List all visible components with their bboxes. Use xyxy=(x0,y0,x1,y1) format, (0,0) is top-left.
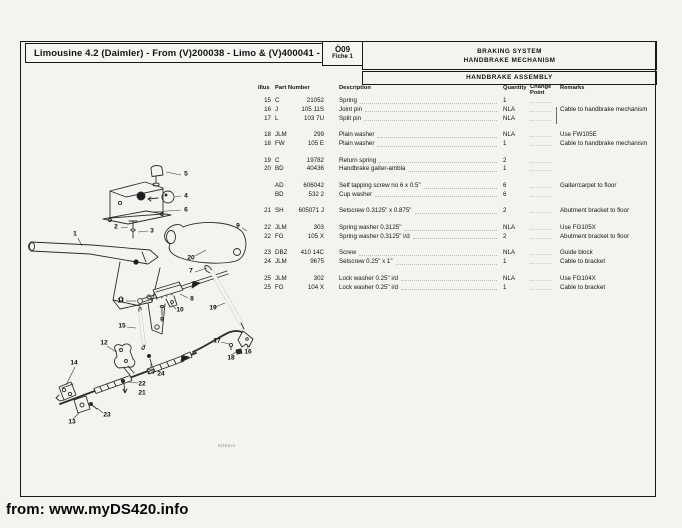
cell-change-point xyxy=(530,224,551,230)
cell-illus: 16 xyxy=(264,105,271,113)
diagram-callout-11: 11 xyxy=(117,297,125,305)
cell-description: Cup washer xyxy=(339,191,499,200)
cell-illus: 22 xyxy=(264,223,271,231)
mechanism-name: HANDBRAKE MECHANISM xyxy=(463,56,556,64)
cell-change-point xyxy=(530,258,551,264)
cell-part-prefix: JLM xyxy=(275,258,287,266)
cell-remarks: Cable to handbrake mechanism xyxy=(560,139,648,147)
cell-quantity: 1 xyxy=(503,97,507,104)
cell-description: Plain washer xyxy=(339,140,499,149)
cell-part-prefix: BD xyxy=(275,190,284,198)
cell-part-prefix: SH xyxy=(275,207,284,215)
cell-change-point xyxy=(530,233,551,239)
handbrake-diagram xyxy=(25,158,265,454)
cell-quantity: 1 xyxy=(503,139,507,147)
cell-change-point xyxy=(530,115,551,121)
cell-part-prefix: C xyxy=(275,156,280,164)
cell-description: Handbrake gaiter-ambla xyxy=(339,165,499,174)
cell-part-prefix: JLM xyxy=(275,131,287,139)
cell-part-prefix: C xyxy=(275,97,280,104)
cell-description: Setscrew 0.25" x 1" xyxy=(339,258,499,267)
table-row xyxy=(258,157,656,166)
cell-change-point xyxy=(530,106,551,112)
diagram-callout-4: 4 xyxy=(184,192,188,200)
cell-quantity: 6 xyxy=(503,190,507,198)
drawing-reference: MJB5xx xyxy=(218,443,236,448)
cell-quantity: NLA xyxy=(503,223,516,231)
cell-quantity: NLA xyxy=(503,105,516,113)
table-row xyxy=(258,224,656,233)
fiche-reference xyxy=(322,41,363,66)
cell-part-number: 21052 xyxy=(306,97,324,104)
cell-change-point xyxy=(530,207,551,213)
cell-remarks: Use FG104X xyxy=(560,274,596,282)
diagram-callout-9: 9 xyxy=(160,316,164,324)
cell-illus: 20 xyxy=(264,165,271,173)
cell-change-point xyxy=(530,249,551,255)
table-row xyxy=(258,97,656,106)
diagram-callout-12: 12 xyxy=(100,339,108,347)
diagram-callout-1: 1 xyxy=(73,230,77,238)
diagram-callout-18: 18 xyxy=(227,354,235,362)
col-change-point: Change Point xyxy=(530,84,552,96)
cell-description: Spring washer 0.3125" i/d xyxy=(339,233,499,242)
diagram-callout-23: 23 xyxy=(103,411,111,419)
assembly-name: HANDBRAKE ASSEMBLY xyxy=(466,74,553,81)
cell-part-number: 605071 J xyxy=(298,207,324,215)
cell-quantity: 1 xyxy=(503,283,507,291)
table-row xyxy=(258,258,656,267)
col-part-number: Part Number xyxy=(275,85,310,91)
cell-remarks: Use FG105X xyxy=(560,223,596,231)
cell-quantity: NLA xyxy=(503,131,516,139)
col-quantity: Quantity xyxy=(503,85,527,91)
cell-part-number: 104 X xyxy=(307,283,324,291)
cell-part-number: 302 xyxy=(313,274,324,282)
diagram-callout-24: 24 xyxy=(157,370,165,378)
cell-part-prefix: DBZ xyxy=(275,249,288,257)
diagram-callout-17: 17 xyxy=(213,337,221,345)
diagram-callout-19: 19 xyxy=(209,304,217,312)
cell-change-point xyxy=(530,284,551,290)
source-watermark: from: www.myDS420.info xyxy=(6,501,189,518)
cell-part-number: 532 2 xyxy=(308,190,324,198)
cell-change-point xyxy=(530,131,551,137)
diagram-callout-13: 13 xyxy=(68,418,76,426)
cell-illus: 23 xyxy=(264,249,271,257)
cell-part-number: 105 E xyxy=(307,139,324,147)
cell-description: Self tapping screw no 6 x 0.5" xyxy=(339,182,499,191)
cell-description: Screw xyxy=(339,249,499,258)
cell-part-number: 606042 xyxy=(303,181,324,189)
col-remarks: Remarks xyxy=(560,85,585,91)
table-row xyxy=(258,182,656,191)
cell-illus: 17 xyxy=(264,114,271,122)
diagram-callout-3: 3 xyxy=(150,227,154,235)
page-title xyxy=(25,43,323,63)
cell-part-number: 103 7U xyxy=(304,114,324,122)
table-row xyxy=(258,106,656,115)
cell-part-prefix: J xyxy=(275,105,279,113)
cell-remarks: Cable to bracket xyxy=(560,258,606,266)
cell-description: Joint pin xyxy=(339,106,499,115)
diagram-callout-6: 6 xyxy=(184,206,188,214)
system-header xyxy=(362,41,657,70)
cell-change-point xyxy=(530,140,551,146)
cell-remarks: Cable to handbrake mechanism xyxy=(560,105,648,113)
cell-change-point xyxy=(530,97,551,103)
cell-illus: 24 xyxy=(264,258,271,266)
diagram-callout-20: 20 xyxy=(187,254,195,262)
table-row xyxy=(258,131,656,140)
cell-part-prefix: FG xyxy=(275,283,284,291)
table-header xyxy=(258,85,656,97)
cell-part-number: 303 xyxy=(313,223,324,231)
cell-quantity: 6 xyxy=(503,181,507,189)
cell-quantity: 1 xyxy=(503,165,507,173)
cell-part-number: 19782 xyxy=(306,156,324,164)
diagram-callout-16: 16 xyxy=(244,348,252,356)
cell-illus: 22 xyxy=(264,232,271,240)
cell-illus: 21 xyxy=(264,207,271,215)
diagram-callout-22: 22 xyxy=(138,380,146,388)
diagram-callout-25: 25 xyxy=(147,368,155,376)
diagram-linework xyxy=(29,166,254,414)
cell-description: Split pin xyxy=(339,115,499,124)
cell-illus: 25 xyxy=(264,283,271,291)
diagram-callout-2: 2 xyxy=(114,223,118,231)
table-row xyxy=(258,115,656,124)
cell-remarks: Gaiter/carpet to floor xyxy=(560,181,617,189)
cell-description: Setscrew 0.3125" x 0.875" xyxy=(339,207,499,216)
cell-part-number: 410 14C xyxy=(300,249,324,257)
parts-table xyxy=(258,97,656,292)
page-title-text: Limousine 4.2 (Daimler) - From (V)200038 - Limo & (V)400041 - xyxy=(34,47,320,59)
cell-quantity: 1 xyxy=(503,258,507,266)
cell-quantity: 2 xyxy=(503,232,507,240)
col-description: Description xyxy=(339,85,371,91)
cell-remarks: Abutment bracket to floor xyxy=(560,232,630,240)
cell-part-prefix: BD xyxy=(275,165,284,173)
cell-description: Plain washer xyxy=(339,131,499,140)
cell-part-prefix: FW xyxy=(275,139,285,147)
cell-part-prefix: L xyxy=(275,114,279,122)
cell-illus: 18 xyxy=(264,131,271,139)
table-row xyxy=(258,284,656,293)
cell-quantity: 2 xyxy=(503,156,507,164)
cell-illus: 25 xyxy=(264,274,271,282)
fiche-number: Fiche 1 xyxy=(332,54,353,60)
system-name: BRAKING SYSTEM xyxy=(477,47,542,55)
cell-remarks: Cable to bracket xyxy=(560,283,606,291)
cell-description: Lock washer 0.25" i/d xyxy=(339,275,499,284)
assembly-header xyxy=(362,71,657,85)
diagram-callout-8: 8 xyxy=(190,295,194,303)
cell-description: Lock washer 0.25" i/d xyxy=(339,284,499,293)
table-row xyxy=(258,191,656,200)
cell-description: Spring washer 0.3125" xyxy=(339,224,499,233)
cell-remarks: Guide block xyxy=(560,249,593,257)
table-row xyxy=(258,207,656,216)
cell-part-number: 9675 xyxy=(310,258,324,266)
cell-change-point xyxy=(530,191,551,197)
cell-change-point xyxy=(530,157,551,163)
cell-description: Spring xyxy=(339,97,499,106)
diagram-callout-21: 21 xyxy=(138,389,146,397)
cell-illus: 15 xyxy=(264,97,271,104)
diagram-callout-5: 5 xyxy=(184,170,188,178)
cell-quantity: NLA xyxy=(503,249,516,257)
cell-quantity: NLA xyxy=(503,274,516,282)
cell-quantity: NLA xyxy=(503,114,516,122)
cell-change-point xyxy=(530,165,551,171)
cell-description: Return spring xyxy=(339,157,499,166)
cell-part-number: 105 11S xyxy=(301,105,324,113)
cell-part-prefix: FG xyxy=(275,232,284,240)
cell-change-point xyxy=(530,182,551,188)
table-row xyxy=(258,249,656,258)
cell-illus: 19 xyxy=(264,156,271,164)
diagram-callout-9: 9 xyxy=(236,222,240,230)
cell-quantity: 2 xyxy=(503,207,507,215)
cell-part-prefix: JLM xyxy=(275,223,287,231)
table-row xyxy=(258,233,656,242)
cell-part-number: 105 X xyxy=(307,232,324,240)
cell-change-point xyxy=(530,275,551,281)
cell-part-number: 40436 xyxy=(306,165,324,173)
diagram-callout-7: 7 xyxy=(189,267,193,275)
cell-remarks: Abutment bracket to floor xyxy=(560,207,630,215)
cell-remarks: Use FW105E xyxy=(560,131,597,139)
cell-illus: 18 xyxy=(264,139,271,147)
table-row xyxy=(258,165,656,174)
cell-part-prefix: JLM xyxy=(275,274,287,282)
table-row xyxy=(258,275,656,284)
cell-part-number: 299 xyxy=(313,131,324,139)
table-row xyxy=(258,140,656,149)
diagram-callout-14: 14 xyxy=(70,359,78,367)
diagram-callout-10: 10 xyxy=(176,306,184,314)
col-illus: Illus xyxy=(258,85,270,91)
diagram-callout-15: 15 xyxy=(118,322,126,330)
cell-part-prefix: AD xyxy=(275,181,284,189)
fiche-code: Ö09 xyxy=(334,45,351,54)
